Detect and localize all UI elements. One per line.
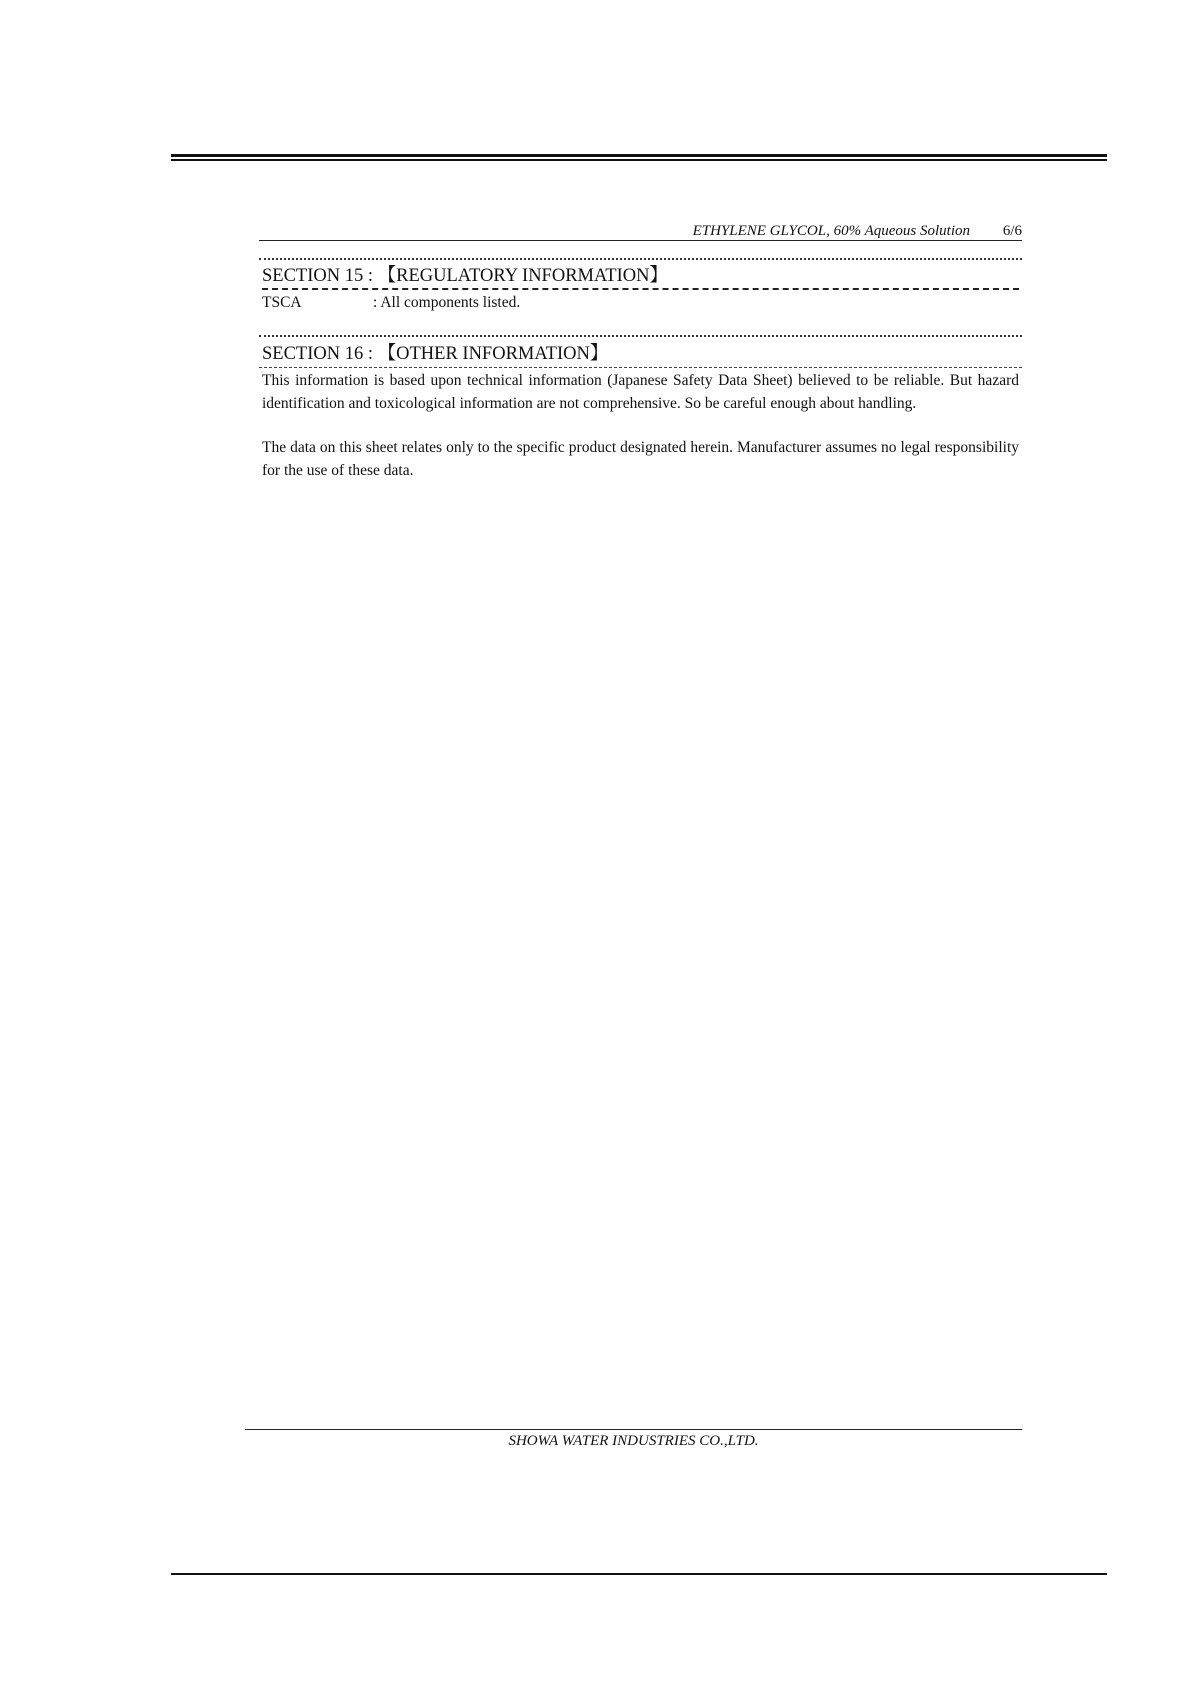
product-title: ETHYLENE GLYCOL, 60% Aqueous Solution (692, 223, 970, 239)
top-border-rule-thick (171, 154, 1107, 157)
footer-company-name: SHOWA WATER INDUSTRIES CO.,LTD. (508, 1433, 759, 1449)
page-number: 6/6 (1002, 223, 1022, 239)
section-15-title: SECTION 15 : 【REGULATORY INFORMATION】 (262, 264, 1019, 290)
tsca-label: TSCA (262, 294, 302, 311)
tsca-row (262, 292, 520, 314)
section-16-underline (259, 367, 1022, 368)
tsca-value: : All components listed. (373, 294, 521, 311)
section-15-divider (259, 258, 1022, 260)
disclaimer-paragraph-2: The data on this sheet relates only to the specific product designated herein. Manufacturer assumes no legal responsibility for the use of these data. (262, 439, 1019, 479)
document-header (259, 222, 1022, 241)
section-16-divider (259, 335, 1022, 337)
bottom-border-rule (171, 1573, 1107, 1575)
disclaimer-paragraph-1: This information is based upon technical information (Japanese Safety Data Sheet) believed to be reliable. But hazard identification and toxicological information are not comprehensive. So be careful enough about handling. (262, 372, 1019, 412)
top-border-rule-thin (171, 159, 1107, 161)
footer-rule (245, 1429, 1022, 1430)
section-16-title: SECTION 16 : 【OTHER INFORMATION】 (262, 344, 609, 364)
